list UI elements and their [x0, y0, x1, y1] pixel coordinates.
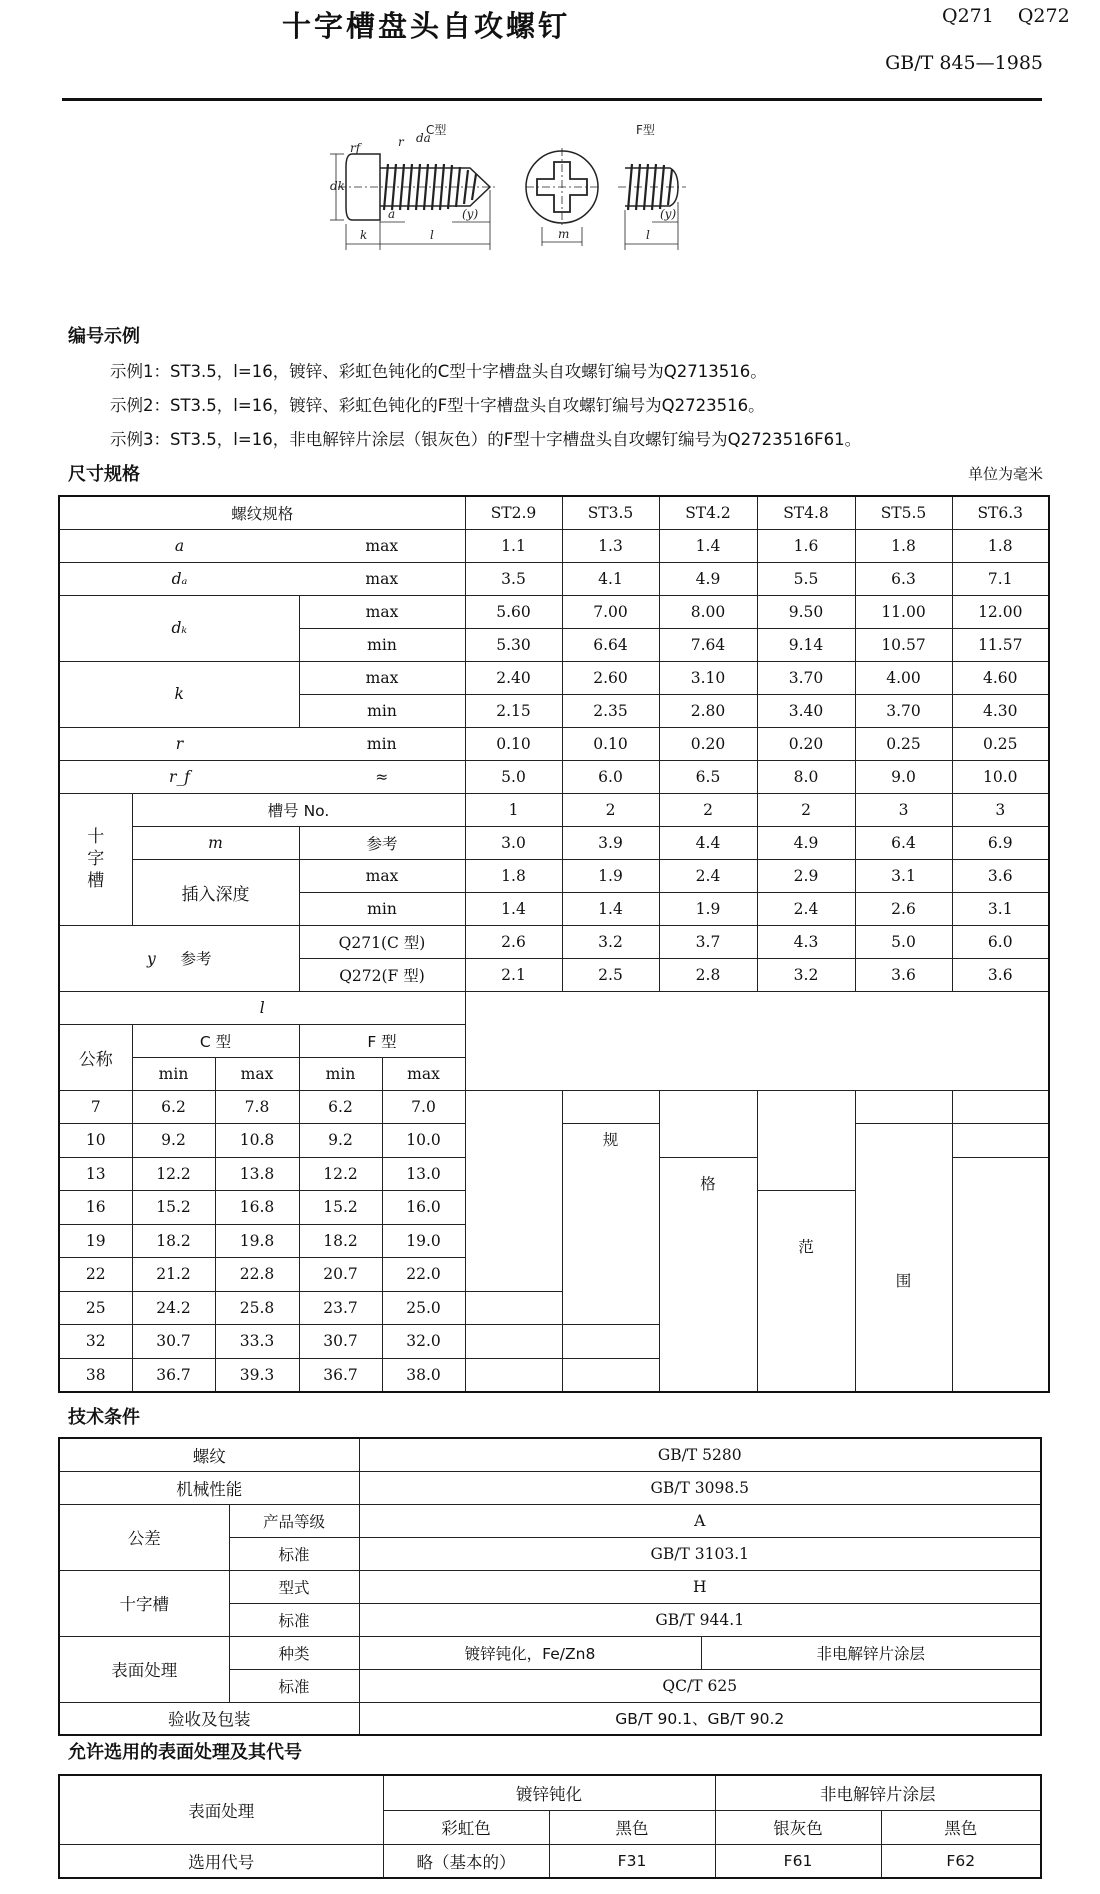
cell: 6.9	[952, 826, 1049, 859]
cell: 0.25	[855, 727, 952, 760]
color-cell: 黑色	[881, 1810, 1041, 1844]
min-label: min	[132, 1057, 215, 1090]
spec-header: ST3.5	[562, 496, 659, 529]
dim-y-f: (y)	[660, 207, 677, 221]
cell: 0.20	[659, 727, 757, 760]
numbering-heading: 编号示例	[68, 326, 140, 347]
cell: 1.8	[855, 529, 952, 562]
cell: 6.0	[562, 760, 659, 793]
treatment-label: 表面处理	[59, 1775, 383, 1844]
cell: 9.0	[855, 760, 952, 793]
color-cell: 黑色	[549, 1810, 715, 1844]
cell: 1.3	[562, 529, 659, 562]
cross-recess-group	[59, 793, 132, 925]
row-type: max	[299, 661, 465, 694]
table-row	[59, 826, 1049, 859]
cell: 3.9	[562, 826, 659, 859]
cell: 33.3	[215, 1325, 299, 1359]
code-cell: F61	[715, 1844, 881, 1878]
cell: 10	[59, 1124, 132, 1158]
cell: 16.8	[215, 1191, 299, 1225]
cell: 6.0	[952, 925, 1049, 958]
c-type-label: C 型	[132, 1024, 299, 1057]
spec-header: ST6.3	[952, 496, 1049, 529]
cell: 2.4	[659, 859, 757, 892]
cell: 7.64	[659, 628, 757, 661]
table-row	[59, 991, 1049, 1024]
cell: 32.0	[382, 1325, 465, 1359]
cell: 22	[59, 1258, 132, 1292]
cell: 0.10	[562, 727, 659, 760]
cell: 20.7	[299, 1258, 382, 1292]
cell: 38	[59, 1358, 132, 1392]
cell: 32	[59, 1325, 132, 1359]
color-cell: 银灰色	[715, 1810, 881, 1844]
cell: 3.2	[562, 925, 659, 958]
cell: 5.30	[465, 628, 562, 661]
cell: 10.8	[215, 1124, 299, 1158]
cell: 10.0	[952, 760, 1049, 793]
range-char: 规	[562, 1124, 659, 1325]
cell: 0.25	[952, 727, 1049, 760]
row-type: min	[299, 694, 465, 727]
row-type: Q272(F 型)	[299, 958, 465, 991]
cell: 2.60	[562, 661, 659, 694]
cross-std-value: GB/T 944.1	[359, 1603, 1041, 1636]
cell: 22.0	[382, 1258, 465, 1292]
header-divider	[62, 98, 1042, 101]
row-type: Q271(C 型)	[299, 925, 465, 958]
cell: 1.9	[659, 892, 757, 925]
cell: 22.8	[215, 1258, 299, 1292]
dim-dk: dk	[330, 179, 345, 193]
dimension-table	[58, 495, 1050, 1393]
mechanical-label: 机械性能	[59, 1471, 359, 1504]
code-cell: F62	[881, 1844, 1041, 1878]
cell: 6.4	[855, 826, 952, 859]
cell: 1.8	[952, 529, 1049, 562]
range-char: 格	[659, 1157, 757, 1392]
cell: 9.50	[757, 595, 855, 628]
cell: 15.2	[299, 1191, 382, 1225]
table-row	[59, 1057, 1049, 1090]
dimensions-heading: 尺寸规格	[68, 464, 140, 485]
cell: 1.4	[562, 892, 659, 925]
cell: 1.6	[757, 529, 855, 562]
cell: 12.00	[952, 595, 1049, 628]
tolerance-std-label: 标准	[229, 1537, 359, 1570]
range-char: 范	[757, 1191, 855, 1392]
cell: 2	[562, 793, 659, 826]
color-cell: 彩虹色	[383, 1810, 549, 1844]
cell: 3.1	[952, 892, 1049, 925]
cell: 2.1	[465, 958, 562, 991]
cell: 3.0	[465, 826, 562, 859]
flake-header: 非电解锌片涂层	[715, 1775, 1041, 1810]
cell: 2.8	[659, 958, 757, 991]
dim-k: k	[360, 228, 368, 242]
table-row	[59, 1024, 1049, 1057]
cell: 24.2	[132, 1291, 215, 1325]
cell: 19.8	[215, 1224, 299, 1258]
cell: 4.9	[757, 826, 855, 859]
cell: 2.15	[465, 694, 562, 727]
cell: 36.7	[299, 1358, 382, 1392]
cell: 3.10	[659, 661, 757, 694]
table-row	[59, 793, 1049, 826]
cell: 6.2	[132, 1090, 215, 1124]
cell: 3.6	[952, 859, 1049, 892]
cell: 18.2	[132, 1224, 215, 1258]
page-title: 十字槽盘头自攻螺钉	[282, 9, 571, 43]
y-symbol: y	[147, 950, 156, 968]
row-type: max	[299, 529, 465, 562]
range-char: 围	[855, 1191, 952, 1392]
cell: 6.3	[855, 562, 952, 595]
cell: 7	[59, 1090, 132, 1124]
cell: 4.9	[659, 562, 757, 595]
screw-drawing	[330, 122, 770, 297]
cell: 13	[59, 1157, 132, 1191]
cell: 3.5	[465, 562, 562, 595]
cell: 2.6	[855, 892, 952, 925]
cell: 3.70	[757, 661, 855, 694]
table-row	[59, 1191, 1049, 1225]
table-row	[59, 1090, 1049, 1124]
row-type: min	[299, 727, 465, 760]
code-cell: 略（基本的）	[383, 1844, 549, 1878]
cell: 1.8	[465, 859, 562, 892]
cell: 3.6	[855, 958, 952, 991]
length-symbol: l	[59, 991, 465, 1024]
table-row	[59, 562, 1049, 595]
surface-kind-label: 种类	[229, 1636, 359, 1669]
spec-header: ST2.9	[465, 496, 562, 529]
cell: 4.00	[855, 661, 952, 694]
cell: 8.00	[659, 595, 757, 628]
cell: 25	[59, 1291, 132, 1325]
acceptance-label: 验收及包装	[59, 1702, 359, 1735]
row-symbol: dₐ	[59, 562, 299, 595]
cell: 1.9	[562, 859, 659, 892]
cell: 3.1	[855, 859, 952, 892]
table-row	[59, 529, 1049, 562]
cell: 4.30	[952, 694, 1049, 727]
cell: 4.3	[757, 925, 855, 958]
cell: 13.0	[382, 1157, 465, 1191]
cell: 10.0	[382, 1124, 465, 1158]
cell: 25.0	[382, 1291, 465, 1325]
cell: 36.7	[132, 1358, 215, 1392]
cell: 1.4	[659, 529, 757, 562]
dim-r: r	[398, 135, 404, 149]
cell: 2.80	[659, 694, 757, 727]
cell: 21.2	[132, 1258, 215, 1292]
table-row	[59, 760, 1049, 793]
dim-rf: rf	[350, 141, 361, 155]
cell: 0.20	[757, 727, 855, 760]
cell: 5.5	[757, 562, 855, 595]
cell: 0.10	[465, 727, 562, 760]
cell: 5.60	[465, 595, 562, 628]
spec-header: ST4.2	[659, 496, 757, 529]
cell: 2.4	[757, 892, 855, 925]
cell: 2.6	[465, 925, 562, 958]
dim-da: da	[416, 131, 431, 145]
cell: 19.0	[382, 1224, 465, 1258]
table-row	[59, 1157, 1049, 1191]
dim-l-f: l	[646, 228, 650, 242]
cell: 1	[465, 793, 562, 826]
cell: 3	[952, 793, 1049, 826]
tolerance-label: 公差	[59, 1504, 229, 1570]
cell: 2.35	[562, 694, 659, 727]
f-type-label: F 型	[299, 1024, 465, 1057]
cell: 30.7	[299, 1325, 382, 1359]
row-symbol: dₖ	[59, 595, 299, 661]
cross-std-label: 标准	[229, 1603, 359, 1636]
row-symbol: m	[132, 826, 299, 859]
row-label: 插入深度	[132, 859, 299, 925]
cell: 3.2	[757, 958, 855, 991]
table-row	[59, 727, 1049, 760]
cell: 7.0	[382, 1090, 465, 1124]
y-label: 参考	[180, 950, 212, 968]
row-type: min	[299, 628, 465, 661]
tolerance-std-value: GB/T 3103.1	[359, 1537, 1041, 1570]
label-f-type: F型	[636, 123, 655, 137]
cell: 16	[59, 1191, 132, 1225]
cell: 4.4	[659, 826, 757, 859]
example-2: 示例2：ST3.5，l=16，镀锌、彩虹色钝化的F型十字槽盘头自攻螺钉编号为Q2723516。	[110, 396, 765, 415]
surface-label: 表面处理	[59, 1636, 229, 1702]
standard-number: GB/T 845—1985	[885, 52, 1043, 74]
code-q272: Q272	[1017, 5, 1070, 27]
row-type: max	[299, 562, 465, 595]
spec-header: ST5.5	[855, 496, 952, 529]
cell: 6.5	[659, 760, 757, 793]
cell: 23.7	[299, 1291, 382, 1325]
grade-value: A	[359, 1504, 1041, 1537]
row-label: 槽号 No.	[132, 793, 465, 826]
y-reference-label	[59, 925, 299, 991]
cell: 7.8	[215, 1090, 299, 1124]
cell: 2.9	[757, 859, 855, 892]
cell: 5.0	[465, 760, 562, 793]
table-row	[59, 661, 1049, 694]
cell: 12.2	[132, 1157, 215, 1191]
cell: 3.7	[659, 925, 757, 958]
row-symbol: r_f	[59, 760, 299, 793]
cell: 3.40	[757, 694, 855, 727]
code-q271: Q271	[942, 5, 994, 27]
screw-diagram-svg	[330, 122, 770, 297]
technical-heading: 技术条件	[68, 1407, 140, 1428]
cell: 19	[59, 1224, 132, 1258]
table-row	[59, 595, 1049, 628]
thread-value: GB/T 5280	[359, 1438, 1041, 1471]
cell: 13.8	[215, 1157, 299, 1191]
nominal-label: 公称	[59, 1024, 132, 1090]
cell: 15.2	[132, 1191, 215, 1225]
table-row	[59, 1124, 1049, 1158]
cell: 12.2	[299, 1157, 382, 1191]
max-label: max	[382, 1057, 465, 1090]
cell: 6.2	[299, 1090, 382, 1124]
unit-note: 单位为毫米	[967, 465, 1043, 483]
code-label: 选用代号	[59, 1844, 383, 1878]
cross-type-label: 型式	[229, 1570, 359, 1603]
cell: 9.2	[299, 1124, 382, 1158]
row-type: 参考	[299, 826, 465, 859]
row-type: min	[299, 892, 465, 925]
cell: 7.00	[562, 595, 659, 628]
label-c-type: C型	[426, 123, 447, 137]
row-type: max	[299, 595, 465, 628]
cell: 4.1	[562, 562, 659, 595]
cell: 3	[855, 793, 952, 826]
cross-recess-group-label: 十字槽	[87, 827, 105, 891]
cell: 11.57	[952, 628, 1049, 661]
cell: 11.00	[855, 595, 952, 628]
dim-y: (y)	[462, 207, 479, 221]
thread-spec-label: 螺纹规格	[59, 496, 465, 529]
row-type: max	[299, 859, 465, 892]
cell: 3.70	[855, 694, 952, 727]
code-cell: F31	[549, 1844, 715, 1878]
example-3: 示例3：ST3.5，l=16，非电解锌片涂层（银灰色）的F型十字槽盘头自攻螺钉编号为Q2723516F61。	[110, 430, 862, 449]
cell: 18.2	[299, 1224, 382, 1258]
table-row	[59, 859, 1049, 892]
cell: 10.57	[855, 628, 952, 661]
mechanical-value: GB/T 3098.5	[359, 1471, 1041, 1504]
cell: 8.0	[757, 760, 855, 793]
cell: 3.6	[952, 958, 1049, 991]
surface-codes-heading: 允许选用的表面处理及其代号	[68, 1742, 302, 1763]
cell: 1.1	[465, 529, 562, 562]
thread-label: 螺纹	[59, 1438, 359, 1471]
acceptance-value: GB/T 90.1、GB/T 90.2	[359, 1702, 1041, 1735]
min-label: min	[299, 1057, 382, 1090]
row-symbol: k	[59, 661, 299, 727]
spec-header: ST4.8	[757, 496, 855, 529]
grade-label: 产品等级	[229, 1504, 359, 1537]
surface-kind-1: 镀锌钝化，Fe/Zn8	[359, 1636, 701, 1669]
surface-codes-table	[58, 1774, 1042, 1879]
cell: 38.0	[382, 1358, 465, 1392]
surface-std-value: QC/T 625	[359, 1669, 1041, 1702]
dim-m: m	[558, 227, 570, 241]
dim-l: l	[430, 228, 434, 242]
cell: 6.64	[562, 628, 659, 661]
cell: 2	[757, 793, 855, 826]
cell: 7.1	[952, 562, 1049, 595]
cell: 2.5	[562, 958, 659, 991]
cell: 25.8	[215, 1291, 299, 1325]
max-label: max	[215, 1057, 299, 1090]
cell: 4.60	[952, 661, 1049, 694]
cell: 16.0	[382, 1191, 465, 1225]
table-row	[59, 925, 1049, 958]
technical-table	[58, 1437, 1042, 1736]
surface-std-label: 标准	[229, 1669, 359, 1702]
cross-label: 十字槽	[59, 1570, 229, 1636]
cross-type-value: H	[359, 1570, 1041, 1603]
surface-kind-2: 非电解锌片涂层	[701, 1636, 1041, 1669]
dim-a: a	[388, 207, 396, 221]
zinc-header: 镀锌钝化	[383, 1775, 715, 1810]
cell: 2	[659, 793, 757, 826]
cell: 1.4	[465, 892, 562, 925]
row-type: ≈	[299, 760, 465, 793]
row-symbol: a	[59, 529, 299, 562]
example-1: 示例1：ST3.5，l=16，镀锌、彩虹色钝化的C型十字槽盘头自攻螺钉编号为Q2713516。	[110, 362, 767, 381]
cell: 2.40	[465, 661, 562, 694]
cell: 39.3	[215, 1358, 299, 1392]
product-codes	[918, 5, 1070, 27]
cell: 5.0	[855, 925, 952, 958]
cell: 9.2	[132, 1124, 215, 1158]
cell: 30.7	[132, 1325, 215, 1359]
row-symbol: r	[59, 727, 299, 760]
cell: 9.14	[757, 628, 855, 661]
